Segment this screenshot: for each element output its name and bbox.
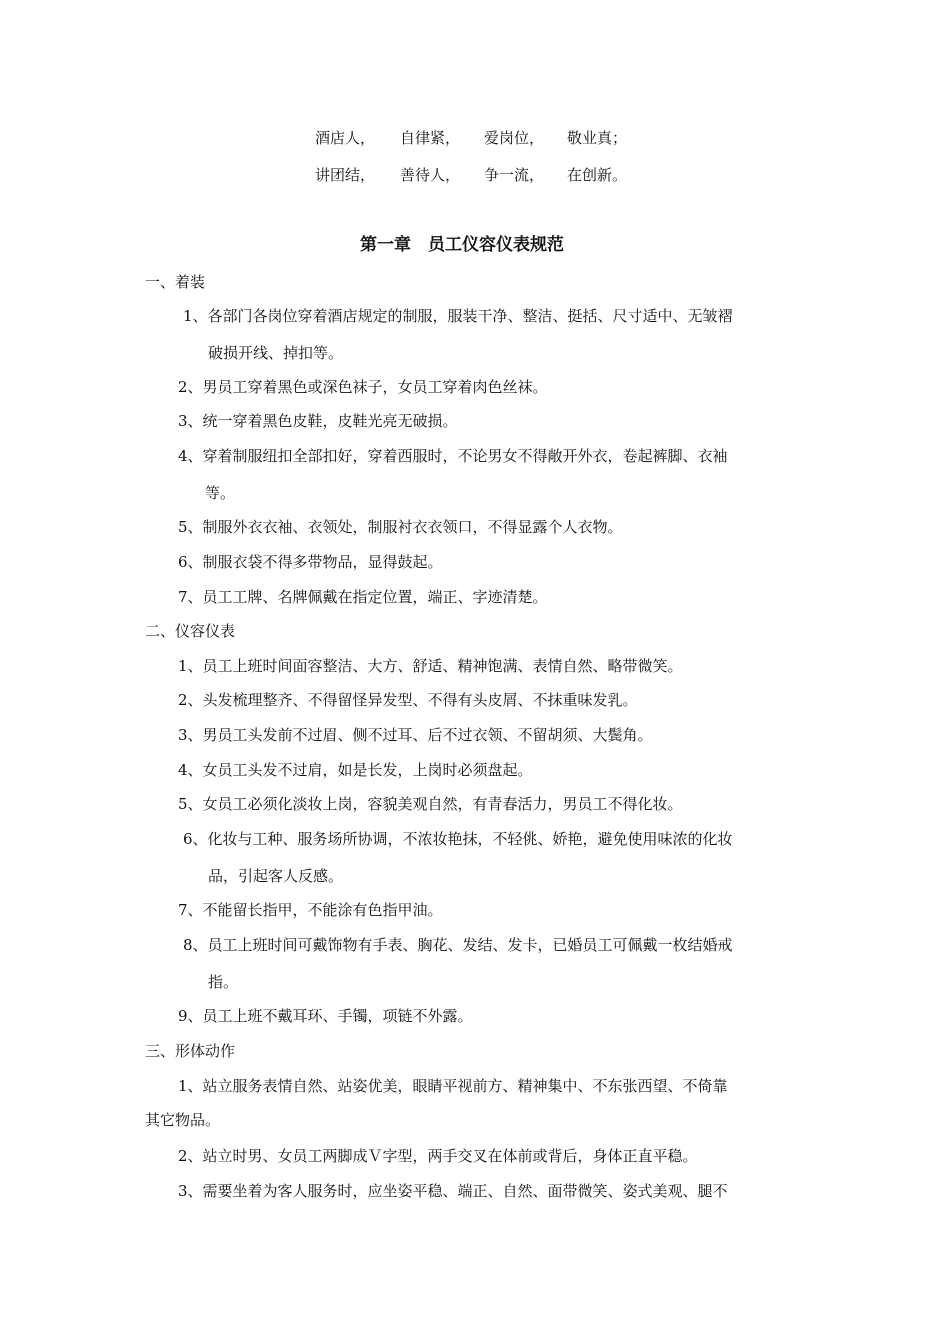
motto-line1-part3: 爱岗位，: [484, 129, 545, 147]
motto-line2-part1: 讲团结，: [315, 166, 376, 184]
chapter-title: 第一章 员工仪容仪表规范: [360, 235, 564, 255]
motto-line2-part3: 争一流，: [484, 166, 545, 184]
list-item-line: 3、需要坐着为客人服务时，应坐姿平稳、端正、自然、面带微笑、姿式美观、腿不: [178, 1182, 728, 1200]
list-item-line: 2、男员工穿着黑色或深色袜子，女员工穿着肉色丝袜。: [178, 378, 548, 396]
list-item-line: 5、女员工必须化淡妆上岗，容貌美观自然，有青春活力，男员工不得化妆。: [178, 795, 683, 813]
motto-line2-part2: 善待人，: [400, 166, 461, 184]
section-heading: 一、着装: [145, 273, 206, 291]
list-item-line: 7、员工工牌、名牌佩戴在指定位置，端正、字迹清楚。: [178, 588, 548, 606]
list-item-line: 4、女员工头发不过肩，如是长发，上岗时必须盘起。: [178, 761, 533, 779]
list-item-line: 等。: [205, 484, 236, 502]
list-item-line: 指。: [208, 973, 239, 991]
list-item-line: 其它物品。: [145, 1111, 221, 1129]
list-item-line: 3、男员工头发前不过眉、侧不过耳、后不过衣领、不留胡须、大鬓角。: [178, 726, 653, 744]
list-item-line: 破损开线、掉扣等。: [208, 344, 344, 362]
list-item-line: 4、穿着制服纽扣全部扣好，穿着西服时，不论男女不得敞开外衣，卷起裤脚、衣袖: [178, 447, 728, 465]
list-item-line: 8、员工上班时间可戴饰物有手表、胸花、发结、发卡，已婚员工可佩戴一枚结婚戒: [183, 936, 733, 954]
list-item-line: 品，引起客人反感。: [208, 867, 344, 885]
list-item-line: 1、站立服务表情自然、站姿优美，眼睛平视前方、精神集中、不东张西望、不倚靠: [178, 1077, 728, 1095]
list-item-line: 1、员工上班时间面容整洁、大方、舒适、精神饱满、表情自然、略带微笑。: [178, 657, 683, 675]
list-item-line: 3、统一穿着黑色皮鞋，皮鞋光亮无破损。: [178, 412, 458, 430]
list-item-line: 6、化妆与工种、服务场所协调，不浓妆艳抹，不轻佻、娇艳，避免使用味浓的化妆: [183, 830, 733, 848]
list-item-line: 9、员工上班不戴耳环、手镯，项链不外露。: [178, 1007, 473, 1025]
list-item-line: 6、制服衣袋不得多带物品，显得鼓起。: [178, 553, 443, 571]
motto-line1-part2: 自律紧，: [400, 129, 461, 147]
list-item-line: 1、各部门各岗位穿着酒店规定的制服，服装干净、整洁、挺括、尺寸适中、无皱褶: [183, 307, 733, 325]
motto-line2-part4: 在创新。: [567, 166, 628, 184]
motto-line1-part1: 酒店人，: [315, 129, 376, 147]
section-heading: 二、仪容仪表: [145, 622, 236, 640]
section-heading: 三、形体动作: [145, 1042, 236, 1060]
list-item-line: 5、制服外衣衣袖、衣领处，制服衬衣衣领口，不得显露个人衣物。: [178, 518, 623, 536]
list-item-line: 2、站立时男、女员工两脚成Ｖ字型，两手交叉在体前或背后，身体正直平稳。: [178, 1147, 698, 1165]
list-item-line: 7、不能留长指甲，不能涂有色指甲油。: [178, 901, 443, 919]
motto-line1-part4: 敬业真；: [567, 129, 628, 147]
list-item-line: 2、头发梳理整齐、不得留怪异发型、不得有头皮屑、不抹重味发乳。: [178, 691, 638, 709]
